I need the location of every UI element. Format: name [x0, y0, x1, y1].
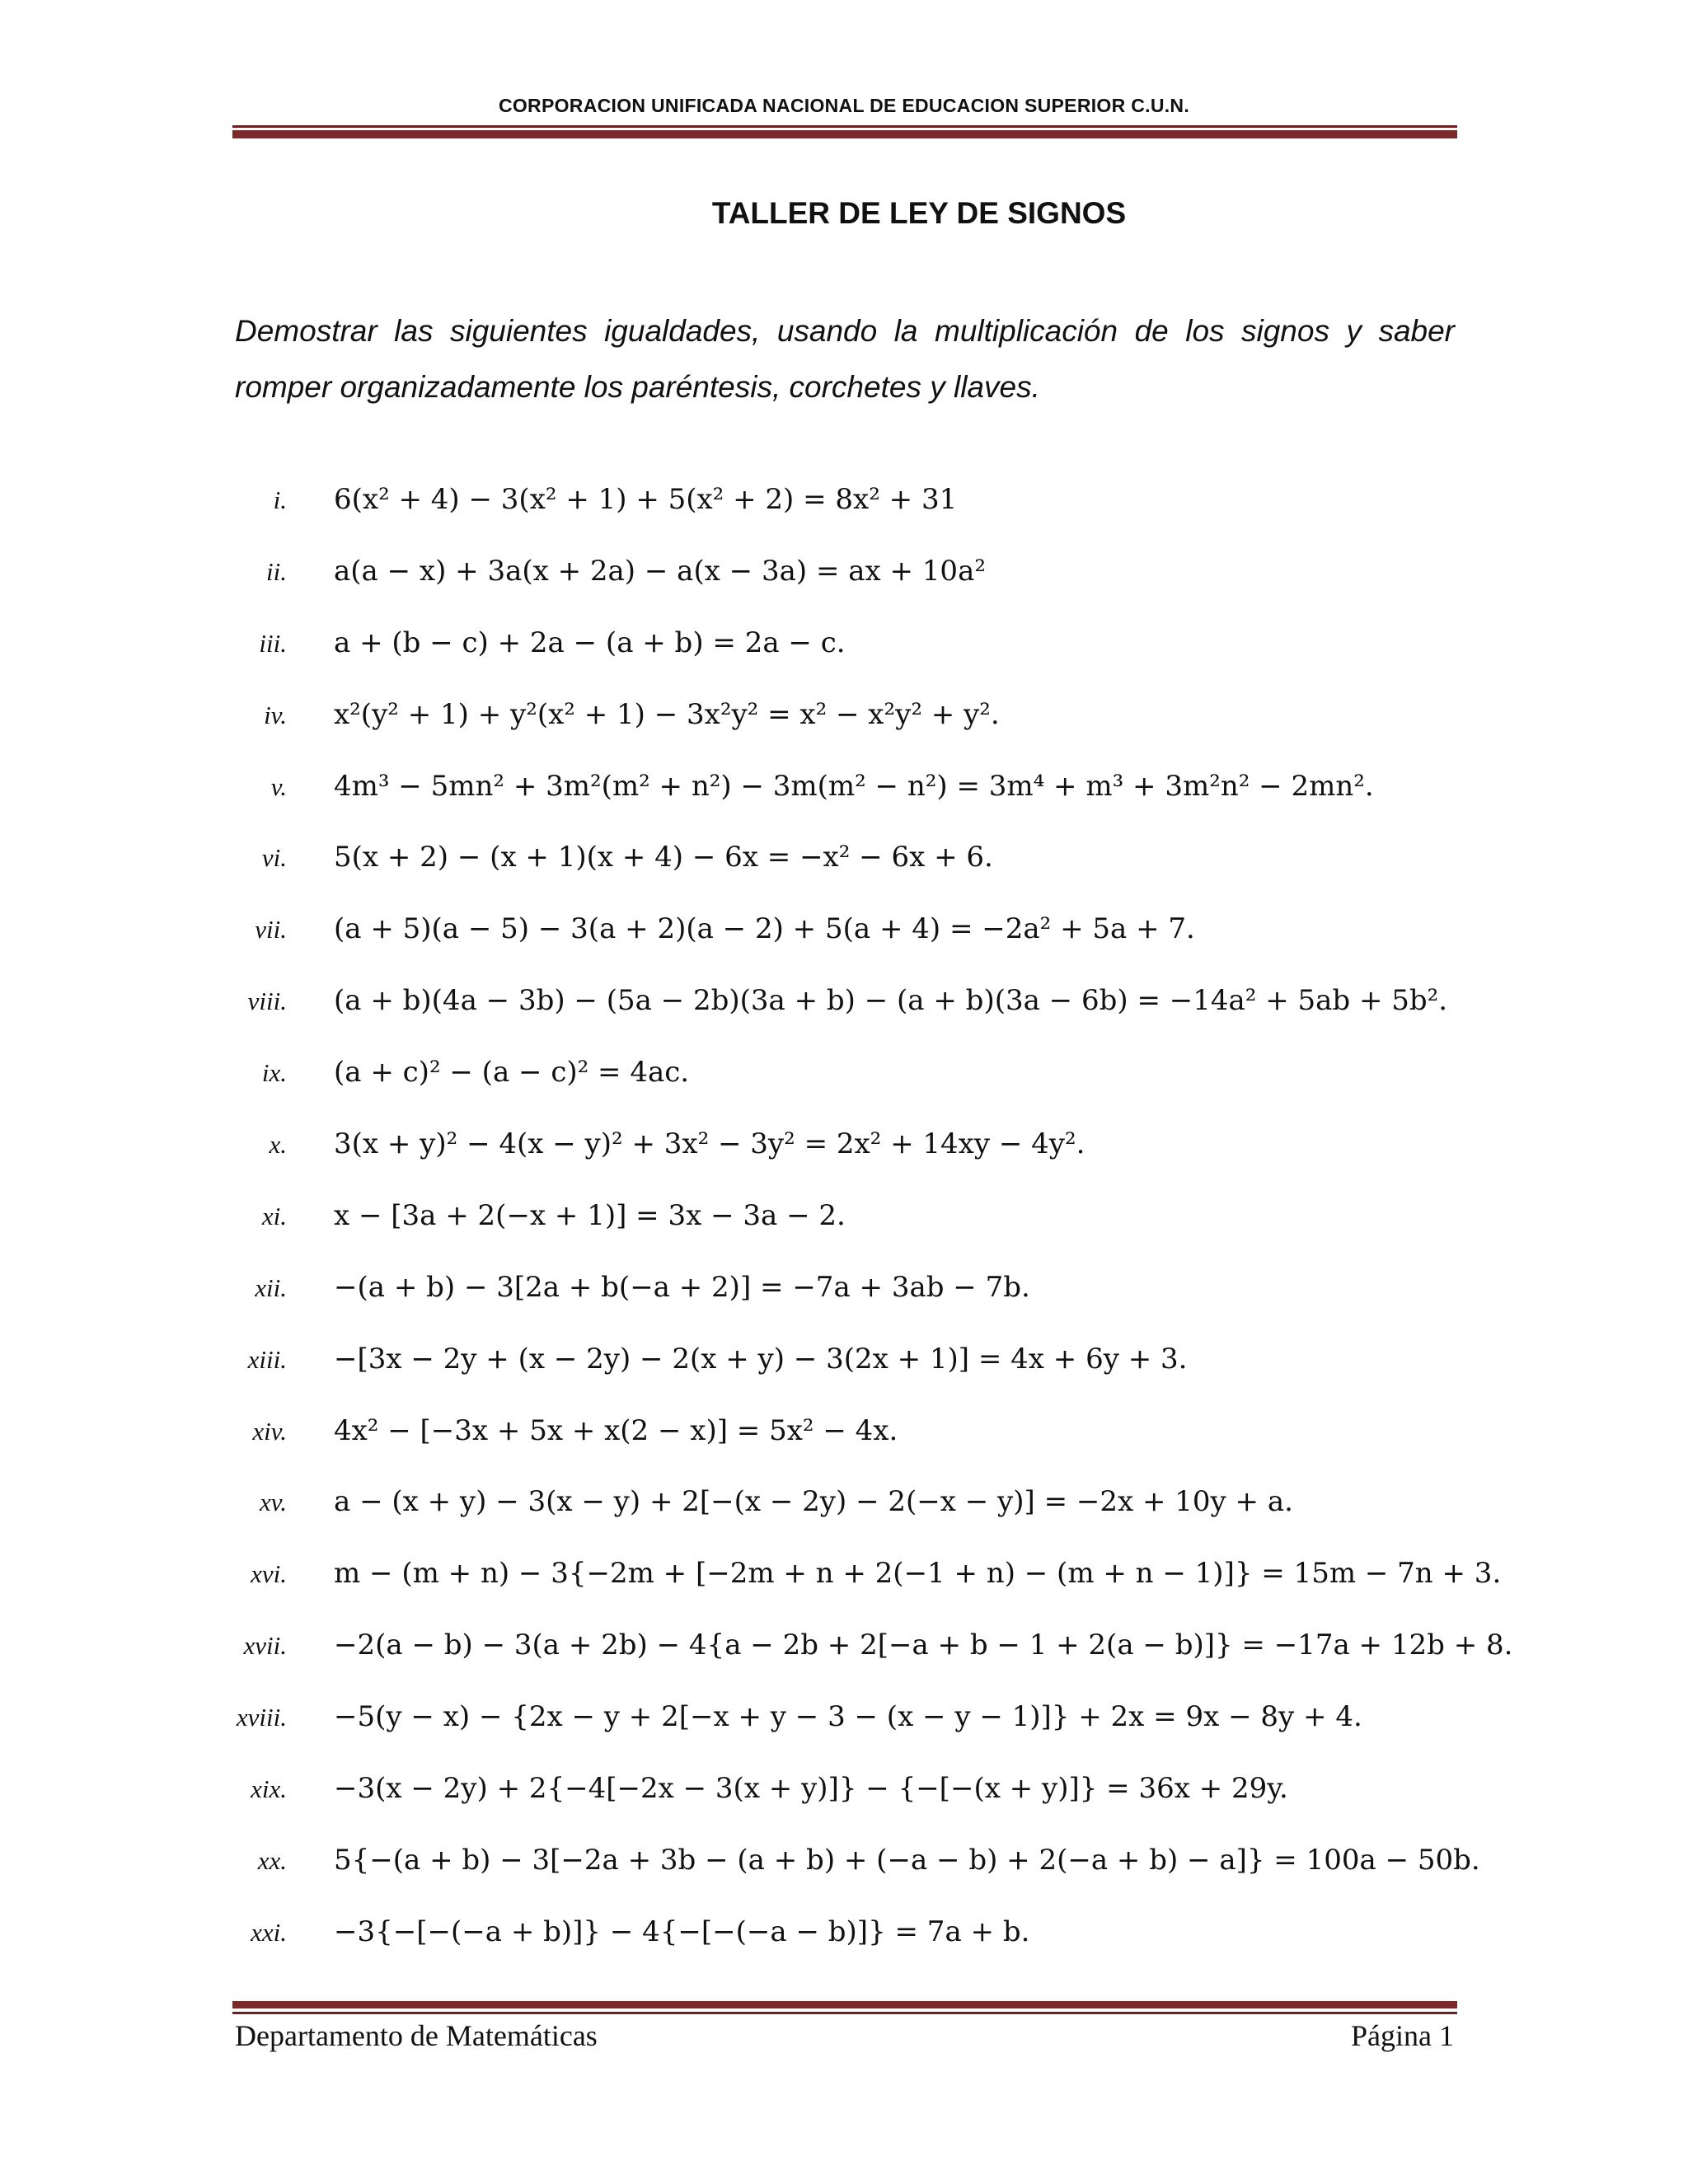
exercise-equation: 5{−(a + b) − 3[−2a + 3b − (a + b) + (−a − b) + 2(−a + b) − a]} = 100a − 50b. [334, 1843, 1480, 1877]
exercise-equation: m − (m + n) − 3{−2m + [−2m + n + 2(−1 + n) − (m + n − 1)]} = 15m − 7n + 3. [334, 1557, 1502, 1591]
exercise-equation: 4m³ − 5mn² + 3m²(m² + n²) − 3m(m² − n²) = 3m⁴ + m³ + 3m²n² − 2mn². [334, 769, 1374, 803]
footer-rule-thick [232, 2001, 1457, 2008]
exercise-number: xx. [257, 1845, 287, 1875]
exercise-number: xv. [260, 1488, 287, 1517]
exercise-number: xviii. [236, 1703, 287, 1732]
exercise-equation: −5(y − x) − {2x − y + 2[−x + y − 3 − (x − y − 1)]} + 2x = 9x − 8y + 4. [334, 1700, 1362, 1734]
exercise-equation: a + (b − c) + 2a − (a + b) = 2a − c. [334, 626, 846, 659]
exercise-item [0, 983, 1688, 1055]
exercise-number: vi. [261, 843, 287, 873]
exercise-number: viii. [247, 987, 287, 1016]
exercise-equation: x²(y² + 1) + y²(x² + 1) − 3x²y² = x² − x²y² + y². [334, 697, 1000, 731]
exercise-item [0, 626, 1688, 697]
exercise-equation: −(a + b) − 3[2a + b(−a + 2)] = −7a + 3ab − 7b. [334, 1270, 1030, 1304]
exercise-number: xiv. [252, 1416, 287, 1446]
footer-department: Departamento de Matemáticas [235, 2019, 598, 2052]
footer-rule-thin [232, 2012, 1457, 2014]
exercise-equation: a − (x + y) − 3(x − y) + 2[−(x − 2y) − 2(−x − y)] = −2x + 10y + a. [334, 1485, 1293, 1519]
exercise-item [0, 1484, 1688, 1556]
exercise-item [0, 554, 1688, 626]
exercise-equation: (a + b)(4a − 3b) − (5a − 2b)(3a + b) − (a + b)(3a − 6b) = −14a² + 5ab + 5b². [334, 984, 1448, 1018]
exercise-item [0, 1771, 1688, 1843]
exercise-equation: x − [3a + 2(−x + 1)] = 3x − 3a − 2. [334, 1198, 846, 1232]
exercise-item [0, 1270, 1688, 1342]
exercise-list [0, 482, 1688, 1986]
exercise-item [0, 1915, 1688, 1986]
exercise-number: x. [269, 1130, 287, 1160]
exercise-item [0, 840, 1688, 912]
exercise-item [0, 1628, 1688, 1699]
exercise-equation: 5(x + 2) − (x + 1)(x + 4) − 6x = −x² − 6x + 6. [334, 841, 993, 874]
exercise-item [0, 1413, 1688, 1485]
header-rule-thin [232, 125, 1457, 128]
exercise-number: vii. [255, 915, 287, 944]
exercise-equation: −3(x − 2y) + 2{−4[−2x − 3(x + y)]} − {−[−(x + y)]} = 36x + 29y. [334, 1772, 1288, 1806]
exercise-equation: −2(a − b) − 3(a + 2b) − 4{a − 2b + 2[−a + b − 1 + 2(a − b)]} = −17a + 12b + 8. [334, 1629, 1513, 1662]
instructions-paragraph: Demostrar las siguientes igualdades, usando la multiplicación de los signos y saber romper organizadamente los paréntesis, corchetes y llaves. [235, 314, 1455, 404]
exercise-item [0, 769, 1688, 841]
exercise-item [0, 1055, 1688, 1127]
exercise-item [0, 697, 1688, 769]
exercise-number: ix. [261, 1058, 287, 1088]
document-title: TALLER DE LEY DE SIGNOS [711, 196, 1127, 230]
exercise-equation: 6(x² + 4) − 3(x² + 1) + 5(x² + 2) = 8x² + 31 [334, 483, 958, 516]
exercise-number: i. [273, 485, 287, 514]
exercise-number: xvii. [243, 1631, 287, 1661]
exercise-item [0, 1556, 1688, 1628]
exercise-item [0, 1699, 1688, 1771]
exercise-item [0, 1127, 1688, 1198]
exercise-equation: 4x² − [−3x + 5x + x(2 − x)] = 5x² − 4x. [334, 1413, 898, 1447]
exercise-number: v. [270, 771, 287, 801]
page-header: CORPORACION UNIFICADA NACIONAL DE EDUCACION SUPERIOR C.U.N. [498, 95, 1190, 116]
exercise-number: xi. [261, 1201, 287, 1230]
exercise-number: xix. [251, 1774, 287, 1804]
exercise-equation: −3{−[−(−a + b)]} − 4{−[−(−a − b)]} = 7a + b. [334, 1915, 1030, 1948]
exercise-number: xxi. [251, 1917, 287, 1947]
page-number: Página 1 [1351, 2019, 1454, 2052]
exercise-item [0, 912, 1688, 983]
header-rule-thick [232, 130, 1457, 138]
exercise-number: xiii. [247, 1344, 287, 1374]
exercise-item [0, 1843, 1688, 1915]
exercise-number: xvi. [251, 1559, 287, 1589]
exercise-equation: 3(x + y)² − 4(x − y)² + 3x² − 3y² = 2x² + 14xy − 4y². [334, 1127, 1085, 1161]
exercise-item [0, 1198, 1688, 1270]
exercise-equation: a(a − x) + 3a(x + 2a) − a(x − 3a) = ax + 10a² [334, 554, 986, 588]
exercise-number: ii. [266, 556, 287, 586]
exercise-number: iv. [264, 700, 287, 729]
exercise-number: xii. [255, 1272, 287, 1302]
exercise-equation: (a + c)² − (a − c)² = 4ac. [334, 1056, 690, 1090]
exercise-item [0, 482, 1688, 554]
exercise-number: iii. [259, 628, 287, 658]
exercise-equation: (a + 5)(a − 5) − 3(a + 2)(a − 2) + 5(a + 4) = −2a² + 5a + 7. [334, 912, 1195, 946]
exercise-equation: −[3x − 2y + (x − 2y) − 2(x + y) − 3(2x + 1)] = 4x + 6y + 3. [334, 1342, 1188, 1376]
exercise-item [0, 1342, 1688, 1413]
